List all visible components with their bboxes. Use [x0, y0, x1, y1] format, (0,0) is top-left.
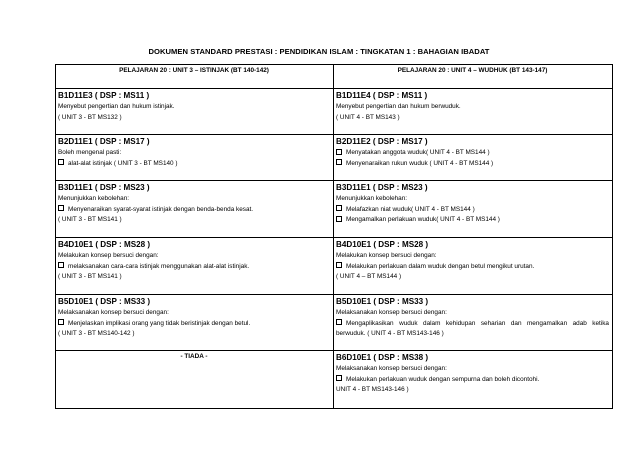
descriptor-text: Melaksanakan konsep bersuci dengan: [336, 309, 447, 316]
standard-code: B4D10E1 ( DSP : MS28 ) [336, 240, 429, 249]
unit-reference: ( UNIT 4 - BT MS143 ) [336, 113, 400, 121]
bullet-item: Menyatakan anggota wuduk( UNIT 4 - BT MS144 ) [336, 148, 609, 159]
descriptor-text: Menyebut pengertian dan hukum berwuduk. [336, 103, 461, 110]
empty-cell: - TIADA - [56, 351, 334, 409]
cell-istinjak [56, 238, 334, 295]
descriptor-text: Melakukan konsep bersuci dengan: [336, 252, 437, 259]
descriptor-text: Melaksanakan konsep bersuci dengan: [58, 309, 169, 316]
standard-code: B3D11E1 ( DSP : MS23 ) [58, 183, 150, 192]
checkbox-bullet-icon [58, 262, 64, 268]
cell-wudhuk [334, 181, 613, 238]
standard-code: B2D11E1 ( DSP : MS17 ) [58, 137, 150, 146]
document-title: DOKUMEN STANDARD PRESTASI : PENDIDIKAN ISLAM : TINGKATAN 1 : BAHAGIAN IBADAT [148, 47, 490, 56]
bullet-item: Menyenaraikan rukun wuduk ( UNIT 4 - BT MS144 ) [336, 159, 609, 170]
bullet-item: Melakukan perlakuan dalam wuduk dengan betul mengikut urutan. [336, 262, 609, 273]
bullet-item: Menyenaraikan syarat-syarat istinjak dengan benda-benda kesat. [58, 205, 330, 216]
descriptor-text: Menyebut pengertian dan hukum istinjak. [58, 103, 175, 110]
bullet-item: melaksanakan cara-cara istinjak menggunakan alat-alat istinjak. [58, 262, 330, 273]
checkbox-bullet-icon [336, 159, 342, 165]
unit-reference: ( UNIT 4 – BT MS144 ) [336, 273, 402, 280]
cell-wudhuk [334, 89, 613, 135]
checkbox-bullet-icon [58, 319, 64, 325]
cell-istinjak [56, 295, 334, 351]
checkbox-bullet-icon [58, 159, 64, 165]
descriptor-text: Boleh mengenal pasti: [58, 149, 122, 156]
table-row [56, 181, 613, 238]
bullet-item: Mengamalkan perlakuan wuduk( UNIT 4 - BT MS144 ) [336, 215, 609, 226]
standard-table [55, 64, 613, 409]
checkbox-bullet-icon [336, 319, 342, 325]
standard-code: B4D10E1 ( DSP : MS28 ) [58, 240, 151, 249]
cell-wudhuk [334, 295, 613, 351]
header-right: PELAJARAN 20 : UNIT 4 – WUDHUK (BT 143-147) [334, 65, 613, 89]
bullet-item: Melafazkan niat wuduk( UNIT 4 - BT MS144 ) [336, 205, 609, 216]
unit-reference: ( UNIT 3 - BT MS141 ) [58, 273, 122, 280]
table-row [56, 295, 613, 351]
unit-reference: UNIT 4 - BT MS143-146 ) [336, 386, 409, 393]
header-row [56, 65, 613, 89]
descriptor-text: Melaksanakan konsep bersuci dengan: [336, 365, 447, 372]
table-row [56, 89, 613, 135]
descriptor-text: Menunjukkan kebolehan: [336, 195, 408, 202]
standard-code: B1D11E3 ( DSP : MS11 ) [58, 91, 150, 100]
checkbox-bullet-icon [336, 149, 342, 155]
checkbox-bullet-icon [336, 205, 342, 211]
bullet-item: Menjelaskan implikasi orang yang tidak beristinjak dengan betul. [58, 319, 330, 330]
standard-code: B5D10E1 ( DSP : MS33 ) [58, 297, 151, 306]
bullet-item: Mengaplikasikan wuduk dalam kehidupan seharian dan mengamalkan adab ketika berwuduk. ( UNIT 4 - BT MS143-146 ) [336, 319, 609, 337]
checkbox-bullet-icon [336, 216, 342, 222]
table-row [56, 351, 613, 409]
header-left: PELAJARAN 20 : UNIT 3 – ISTINJAK (BT 140-142) [56, 65, 334, 89]
checkbox-bullet-icon [58, 205, 64, 211]
table-row [56, 135, 613, 181]
cell-wudhuk [334, 135, 613, 181]
checkbox-bullet-icon [336, 375, 342, 381]
checkbox-bullet-icon [336, 262, 342, 268]
cell-istinjak [56, 181, 334, 238]
bullet-item: alat-alat istinjak ( UNIT 3 - BT MS140 ) [58, 159, 330, 170]
descriptor-text: Menunjukkan kebolehan: [58, 195, 130, 202]
unit-reference: ( UNIT 3 - BT MS132 ) [58, 113, 122, 121]
unit-reference: ( UNIT 3 - BT MS141 ) [58, 216, 122, 223]
standard-code: B2D11E2 ( DSP : MS17 ) [336, 137, 428, 146]
cell-istinjak [56, 135, 334, 181]
standard-code: B6D10E1 ( DSP : MS38 ) [336, 353, 429, 362]
standard-code: B5D10E1 ( DSP : MS33 ) [336, 297, 429, 306]
cell-wudhuk [334, 238, 613, 295]
table-row [56, 238, 613, 295]
bullet-item: Melakukan perlakuan wuduk dengan sempurna dan boleh dicontohi. [336, 375, 609, 386]
descriptor-text: Melakukan konsep bersuci dengan: [58, 252, 159, 259]
standard-code: B1D11E4 ( DSP : MS11 ) [336, 91, 428, 100]
standard-code: B3D11E1 ( DSP : MS23 ) [336, 183, 428, 192]
cell-istinjak [56, 89, 334, 135]
cell-wudhuk [334, 351, 613, 409]
unit-reference: ( UNIT 3 - BT MS140-142 ) [58, 330, 135, 337]
